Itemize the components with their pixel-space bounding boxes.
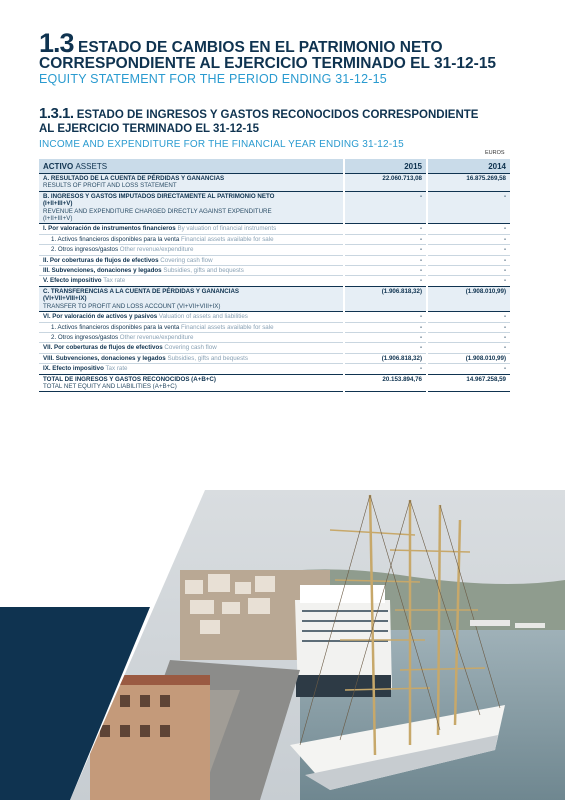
- sub-title-es-line1: ESTADO DE INGRESOS Y GASTOS RECONOCIDOS CORRESPONDIENTE: [76, 109, 479, 121]
- table-row: C. TRANSFERENCIAS A LA CUENTA DE PÉRDIDAS Y GANANCIAS (VI+VII+VIII+IX) TRANSFER TO PROFIT AND LOSS ACCOUNT (VI+VII+VIII+IX) (1.906.818,32) (1.908.010,99): [39, 286, 510, 311]
- subsection-number: 1.3.1.: [39, 105, 74, 122]
- table-header-row: [39, 159, 510, 174]
- harbour-photo-image: [0, 490, 565, 800]
- table-row: 1. Activos financieros disponibles para la venta Financial assets available for sale - -: [39, 322, 510, 332]
- header-label: ACTIVO ASSETS: [39, 159, 344, 174]
- table-row: VI. Por valoración de activos y pasivos Valuation of assets and liabilities - -: [39, 312, 510, 322]
- table-row: I. Por valoración de instrumentos financieros By valuation of financial instruments - -: [39, 224, 510, 234]
- main-title-es-line2: CORRESPONDIENTE AL EJERCICIO TERMINADO EL 31-12-15: [39, 55, 497, 72]
- table-row: VIII. Subvenciones, donaciones y legados Subsidies, gifts and bequests (1.906.818,32) (1.908.010,99): [39, 353, 510, 363]
- main-title-es-line1: ESTADO DE CAMBIOS EN EL PATRIMONIO NETO: [78, 39, 443, 56]
- table-row: II. Por coberturas de flujos de efectivos Covering cash flow - -: [39, 255, 510, 265]
- table-row: V. Efecto impositivo Tax rate - -: [39, 276, 510, 286]
- section-number: 1.3: [39, 28, 74, 58]
- table-row-total: TOTAL DE INGRESOS Y GASTOS RECONOCIDOS (A+B+C) TOTAL NET EQUITY AND LIABILITIES (A+B+C) 20.153.894,76 14.967.258,59: [39, 374, 510, 392]
- sub-title-en: INCOME AND EXPENDITURE FOR THE FINANCIAL YEAR ENDING 31-12-15: [39, 139, 404, 150]
- table-row: III. Subvenciones, donaciones y legados Subsidies, gifts and bequests - -: [39, 266, 510, 276]
- main-title-en: EQUITY STATEMENT FOR THE PERIOD ENDING 31-12-15: [39, 72, 387, 86]
- table-row: 2. Otros ingresos/gastos Other revenue/expenditure - -: [39, 245, 510, 255]
- sub-title: [39, 107, 549, 136]
- table-row: B. INGRESOS Y GASTOS IMPUTADOS DIRECTAMENTE AL PATRIMONIO NETO (I+II+III+V) REVENUE AND EXPENDITURE CHARGED DIRECTLY AGAINST EXPENDITURE (I+II+III+V) - -: [39, 191, 510, 224]
- sub-title-es-line2: AL EJERCICIO TERMINADO EL 31-12-15: [39, 123, 260, 135]
- table-row: IX. Efecto impositivo Tax rate - -: [39, 364, 510, 374]
- income-expenditure-table: [39, 159, 510, 392]
- table-row: VII. Por coberturas de flujos de efectivos Covering cash flow - -: [39, 343, 510, 353]
- header-year-2015: 2015: [344, 159, 427, 174]
- currency-label: EUROS: [485, 150, 505, 156]
- table-row: A. RESULTADO DE LA CUENTA DE PÉRDIDAS Y GANANCIAS RESULTS OF PROFIT AND LOSS STATEMENT 22.060.713,08 16.875.269,58: [39, 174, 510, 192]
- table-row: 2. Otros ingresos/gastos Other revenue/expenditure - -: [39, 332, 510, 342]
- header-year-2014: 2014: [427, 159, 510, 174]
- table-row: 1. Activos financieros disponibles para la venta Financial assets available for sale - -: [39, 234, 510, 244]
